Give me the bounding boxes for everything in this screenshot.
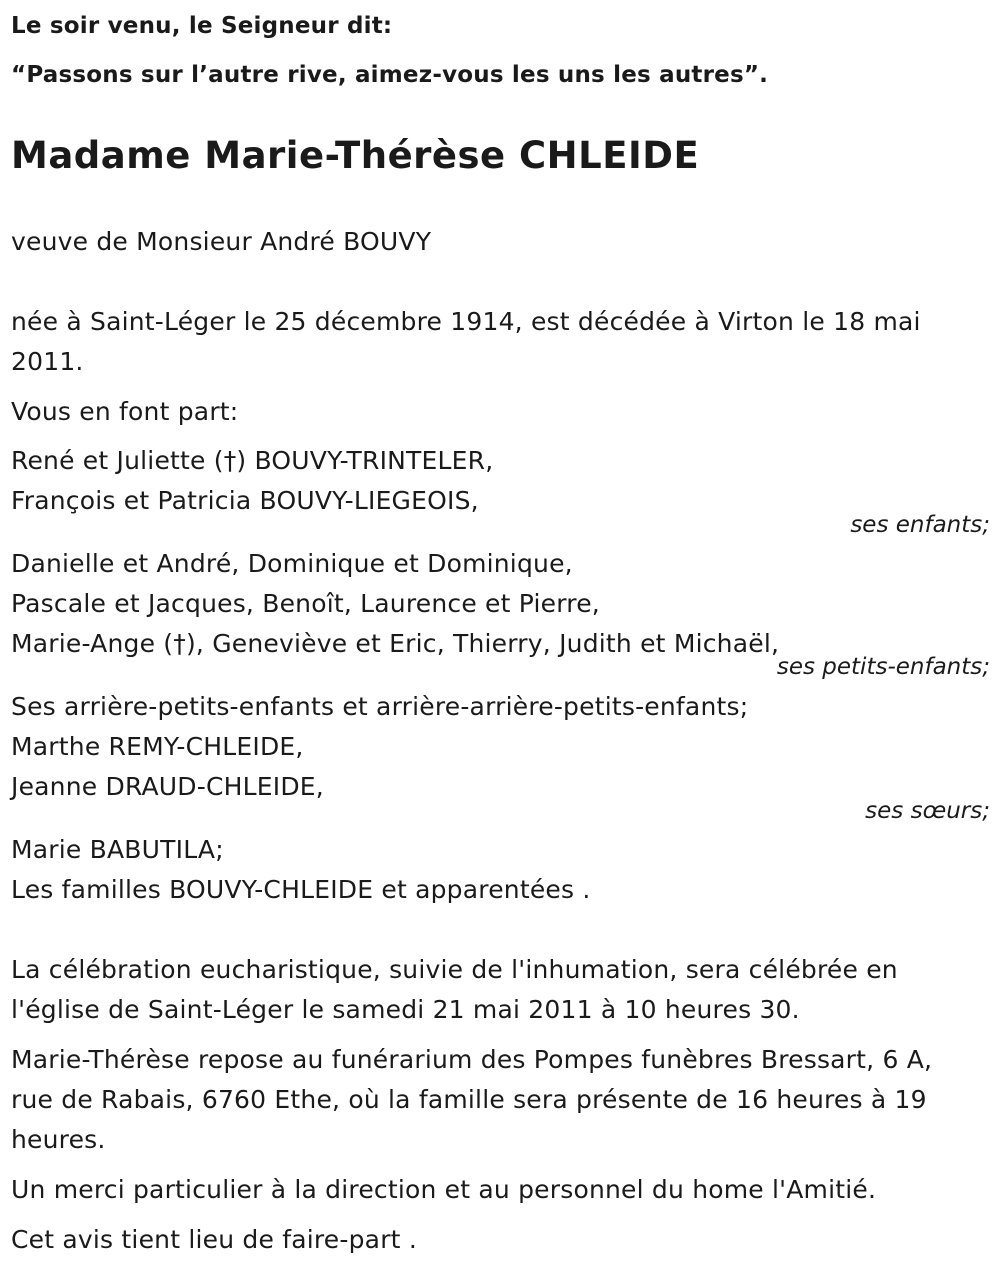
great-grandchildren-line: Ses arrière-petits-enfants et arrière-arrière-petits-enfants; bbox=[11, 692, 749, 721]
spouse-line: veuve de Monsieur André BOUVY bbox=[11, 227, 432, 256]
grandchild-line-2: Pascale et Jacques, Benoît, Laurence et Pierre, bbox=[11, 589, 600, 618]
epigraph-line-1: Le soir venu, le Seigneur dit: bbox=[11, 13, 393, 39]
other-line-2: Les familles BOUVY-CHLEIDE et apparentées . bbox=[11, 875, 591, 904]
deceased-name: Madame Marie-Thérèse CHLEIDE bbox=[11, 134, 700, 177]
birth-death-line-1: née à Saint-Léger le 25 décembre 1914, est décédée à Virton le 18 mai bbox=[11, 307, 921, 336]
epigraph-line-2: “Passons sur l’autre rive, aimez-vous les uns les autres”. bbox=[11, 62, 769, 88]
viewing-line-1: Marie-Thérèse repose au funérarium des Pompes funèbres Bressart, 6 A, bbox=[11, 1045, 933, 1074]
children-label: ses enfants; bbox=[850, 512, 990, 538]
child-line-1: René et Juliette (†) BOUVY-TRINTELER, bbox=[11, 446, 494, 475]
grandchild-line-3: Marie-Ange (†), Geneviève et Eric, Thierry, Judith et Michaël, bbox=[11, 629, 780, 658]
thanks-line: Un merci particulier à la direction et au personnel du home l'Amitié. bbox=[11, 1175, 877, 1204]
child-line-2: François et Patricia BOUVY-LIEGEOIS, bbox=[11, 486, 479, 515]
closing-line: Cet avis tient lieu de faire-part . bbox=[11, 1225, 417, 1254]
sister-line-1: Marthe REMY-CHLEIDE, bbox=[11, 732, 304, 761]
announcers-intro: Vous en font part: bbox=[11, 397, 239, 426]
other-line-1: Marie BABUTILA; bbox=[11, 835, 224, 864]
viewing-line-3: heures. bbox=[11, 1125, 106, 1154]
birth-death-line-2: 2011. bbox=[11, 347, 84, 376]
ceremony-line-1: La célébration eucharistique, suivie de l'inhumation, sera célébrée en bbox=[11, 955, 898, 984]
viewing-line-2: rue de Rabais, 6760 Ethe, où la famille sera présente de 16 heures à 19 bbox=[11, 1085, 927, 1114]
sister-line-2: Jeanne DRAUD-CHLEIDE, bbox=[11, 772, 324, 801]
grandchildren-label: ses petits-enfants; bbox=[776, 654, 990, 680]
ceremony-line-2: l'église de Saint-Léger le samedi 21 mai 2011 à 10 heures 30. bbox=[11, 995, 800, 1024]
grandchild-line-1: Danielle et André, Dominique et Dominique, bbox=[11, 549, 573, 578]
sisters-label: ses sœurs; bbox=[865, 798, 990, 824]
